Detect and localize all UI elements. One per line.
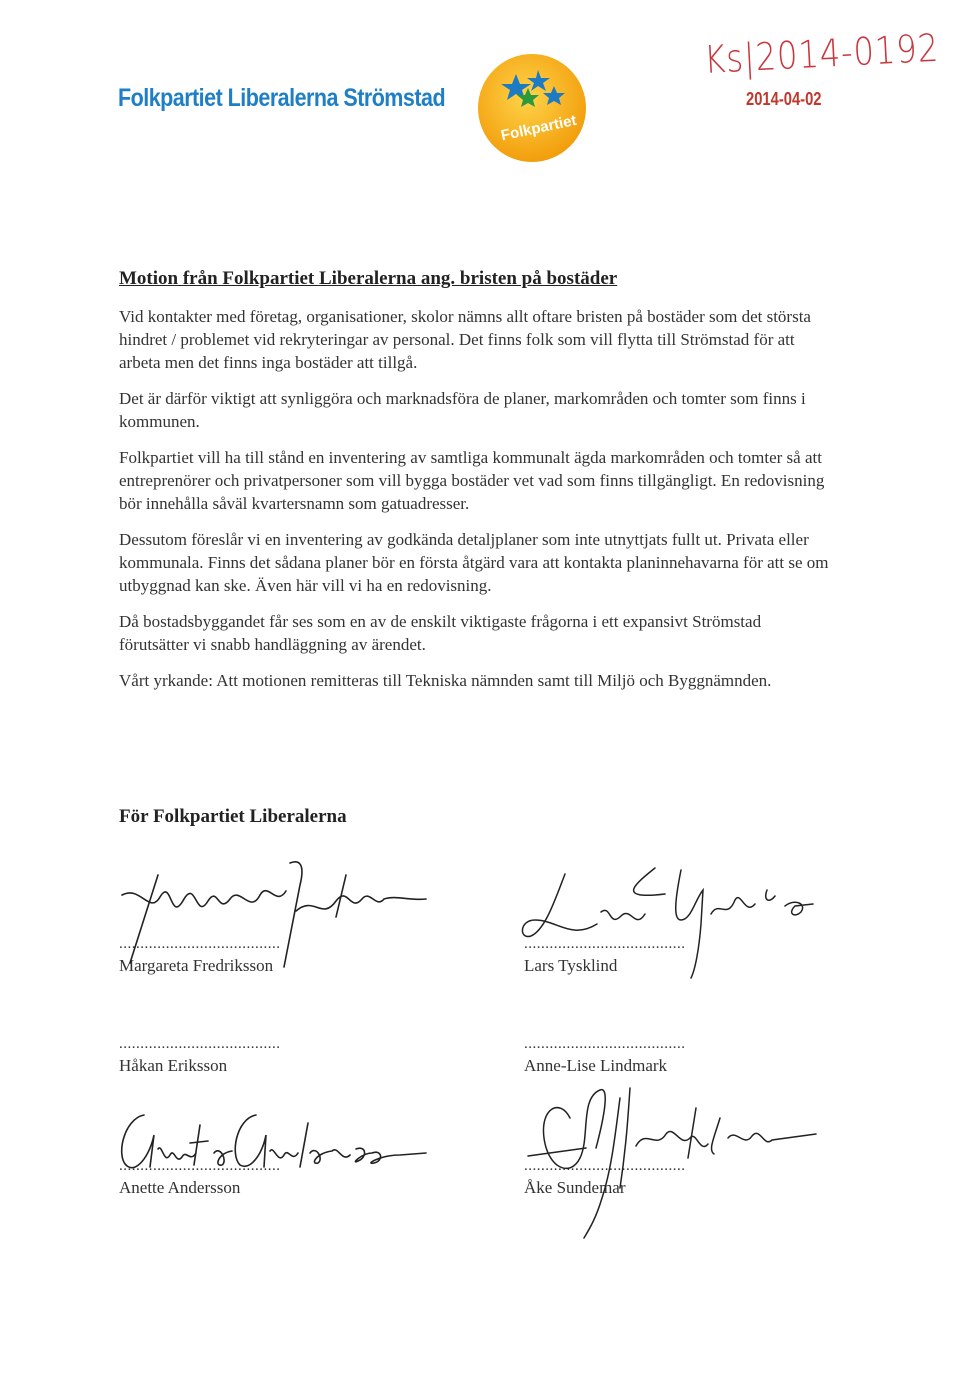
paragraph: Då bostadsbyggandet får ses som en av de enskilt viktigaste frågorna i ett expansivt Strömstad förutsätter vi snabb handläggning av ärendet. [119,612,762,654]
signature-line: ...................................... [119,936,281,952]
handwritten-signature [100,855,430,975]
handwritten-reference: Ks|2014-0192 [703,25,941,82]
paragraph: Vårt yrkande: Att motionen remitteras till Tekniska nämnden samt till Miljö och Byggnämnden. [119,671,772,690]
document-date: 2014-04-02 [746,89,822,109]
handwritten-signature [500,1078,820,1248]
party-logo [476,52,588,164]
organization-name: Folkpartiet Liberalerna Strömstad [118,84,446,112]
letter-body [119,305,834,705]
paragraph: Dessutom föreslår vi en inventering av godkända detaljplaner som inte utnyttjats fullt ut. Privata eller kommunala. Finns det sådana planer bör en första åtgärd vara att kontakta planinnehavarna för att se om utbyggnad kan ske. Även här vill vi ha en redovisning. [119,530,829,595]
signer-name: Anette Andersson [119,1178,241,1197]
signature-line: ...................................... [119,1036,281,1052]
paragraph: Vid kontakter med företag, organisationer, skolor nämns allt oftare bristen på bostäder som det största hindret / problemet vid rekryteringar av personal. Det finns folk som vill flytta till Strömstad för att arbeta men det finns inga bostäder att tillgå. [119,307,811,372]
logo-text: Folkpartiet [499,111,578,145]
signer-name: Margareta Fredriksson [119,956,274,975]
signer-name: Anne-Lise Lindmark [524,1056,668,1075]
paragraph: Folkpartiet vill ha till stånd en inventering av samtliga kommunalt ägda markområden och tomter så att entreprenörer och privatpersoner som vill bygga bostäder vet vad som finns tillgängligt. En redovisning bör innehålla såväl kvartersnamn som gatuadresser. [119,448,825,513]
signer-name: Lars Tysklind [524,956,618,975]
signature-line: ...................................... [524,1158,686,1174]
motion-heading: Motion från Folkpartiet Liberalerna ang. bristen på bostäder [119,268,618,289]
signature-block [524,1036,686,1076]
paragraph: Det är därför viktigt att synliggöra och marknadsföra de planer, markområden och tomter som finns i kommunen. [119,389,806,431]
signature-heading: För Folkpartiet Liberalerna [119,806,347,827]
signer-name: Åke Sundemar [524,1178,626,1197]
signature-line: ...................................... [524,936,686,952]
signer-name: Håkan Eriksson [119,1056,228,1075]
signature-line: ...................................... [524,1036,686,1052]
handwritten-signature [110,1105,430,1180]
handwritten-signature [505,860,815,980]
signature-line: ...................................... [119,1158,281,1174]
signature-block [119,1036,281,1076]
